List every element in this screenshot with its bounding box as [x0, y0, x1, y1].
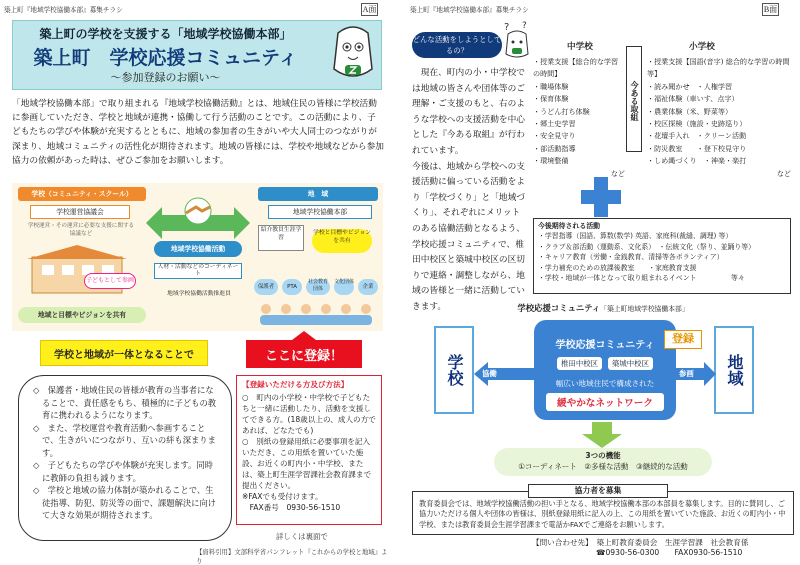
benefit-item: ◇ 学校と地域の協力体制が築かれることで、生徒指導、防犯、防災等の面で、課題解決に向けて大きな効果が期待されます。: [33, 485, 217, 520]
school-box: 学校: [434, 326, 474, 414]
down-arrow-icon: [582, 422, 622, 448]
header-text: 築上町『地域学校協働本部』募集チラシ: [4, 6, 123, 14]
jh-item: など: [610, 168, 625, 178]
touroku-badge: 登録: [664, 330, 702, 349]
now-label: 今ある取組: [626, 46, 642, 152]
el-item: ・福祉体験（車いす、点字）: [647, 94, 739, 104]
benefit-item: ◇ 保護者・地域住民の皆様が教育の当事者になることで、責任感をもち、積極的に子どもの教育に携われるようになります。: [33, 385, 217, 420]
header-text-b: 築上町『地域学校協働本部』募集チラシ: [410, 6, 529, 14]
tag-parents: 保護者: [254, 279, 278, 295]
page-a: [0, 0, 393, 565]
page-face-label-b: B面: [763, 5, 778, 14]
jh-item: ・環境整備: [533, 156, 569, 166]
center-title: 学校応援コミュニティ: [555, 340, 655, 351]
svg-text:?: ?: [504, 22, 510, 33]
jh-item: ・うどん打ち体験: [533, 106, 590, 116]
center-line1: 幅広い地域住民で構成された: [555, 379, 655, 388]
el-item: ・読み聞かせ ・人権学習: [647, 81, 733, 91]
vision-left: 地域と目標やビジョンを共有: [18, 307, 146, 323]
tag-pta: PTA: [282, 279, 302, 295]
partner-label: 子どもとして参画: [84, 273, 136, 289]
district-shiida: 椎田中校区: [557, 357, 602, 370]
school-header: 学校（コミュニティ・スクール）: [18, 187, 146, 201]
tag-company: 企業: [358, 279, 378, 295]
community-people-icon: [256, 301, 378, 327]
el-item: ・花壇手入れ ・クリーン活動: [647, 131, 747, 141]
junior-high-list: [533, 56, 625, 180]
community-title: 学校応援コミュニティ「築上町地域学校協働本部」: [517, 303, 689, 313]
council-box: 学校運営協議会: [30, 205, 130, 219]
activity-description: 現在、町内の小・中学校では地域の皆さんや団体等のご理解・ご支援のもと、右のような学校への支援活動を中心とした『今ある取組』が行われています。 今後は、地域から学校への支援活動に偏っている活動をより「学校づくり」と「地域づくり」、それぞれにメリットのある協働活動となるよう、学校応援コミュニティで、椎田中校区と築城中校区の区切りで連絡・調整しながら、地域の皆様と一緒に活動していきます。: [412, 68, 525, 312]
benefit-item: ◇ 子どもたちの学びや体験が充実します。同時に教師の負担も減ります。: [33, 460, 213, 483]
page-gutter: [393, 0, 406, 560]
vision-right: 学校と目標やビジョンを共有: [312, 229, 372, 253]
region-header: 地 域: [258, 187, 378, 201]
el-item: ・防災教室 ・登下校見守り: [647, 143, 747, 153]
page-face-label: A面: [362, 5, 377, 14]
handshake-icon: [178, 197, 218, 225]
see-back-note: 詳しくは裏面で: [276, 532, 328, 541]
intro-paragraph: 「地域学校協働本部」で取り組まれる『地域学校協働活動』とは、地域住民の皆様に学校活動に参画していただき、学校と地域が連携・協働して行う活動のことです。この活動により、子どもたちの学びや体験が充実するとともに、地域の参加者の生きがいや大人同士のつながりが深まり、地域コミュニティの活性化が期待されます。地域の皆様には、学校や地域などから参加協力の依頼があった時は、ぜひご参加をお願いします。: [12, 99, 384, 166]
community-network-box: [534, 320, 676, 420]
benefit-item: ◇ また、学校運営や教育活動へ参画することで、生きがいにつながり、互いの絆も深まります。: [33, 422, 216, 458]
contact-line2: ☎0930-56-0300 FAX0930-56-1510: [596, 548, 743, 557]
el-item: ・しめ縄づくり ・神楽・楽打: [647, 156, 747, 166]
current-activities: [533, 36, 797, 178]
three-title: 3つの機能: [585, 451, 621, 460]
benefits-bubble: [18, 375, 232, 541]
registration-title: 【登録いただける方及び方法】: [242, 380, 349, 389]
title-banner: [12, 20, 382, 90]
jh-item: ・安全見守り: [533, 131, 576, 141]
page-b: [406, 0, 800, 560]
el-item: ・校区探検（施設・史跡巡り）: [647, 119, 747, 129]
kyodo-label: 協働: [482, 369, 497, 378]
question-badge: どんな活動をしようとしてるの？: [412, 32, 502, 58]
unity-banner: 学校と地域が一体となることで: [40, 340, 208, 366]
cooperation-diagram: [12, 183, 383, 331]
thinking-mascot-icon: [502, 20, 532, 60]
elementary-list: [647, 56, 797, 180]
future-item: ・学校・地域が一体となって取り組まれるイベント 等々: [538, 274, 745, 283]
elementary-title: 小学校: [689, 42, 715, 52]
future-item: ・学習指導（国語、算数(数学) 英語、家庭科(裁縫、調理) 等）: [538, 232, 733, 241]
tag-social: 社会教育団体: [306, 279, 330, 295]
el-item: ・農業体験（米、野菜等）: [647, 106, 733, 116]
community-subtitle: 「築上町地域学校協働本部」: [600, 305, 689, 313]
sankaku-label: 参画: [679, 369, 694, 378]
district-tsuiki: 築城中校区: [608, 357, 653, 370]
contact-info: [532, 538, 800, 558]
future-activities-box: [533, 218, 791, 294]
future-item: ・学力補充のための放課後教室 ・家庭教育支援: [538, 263, 697, 272]
tag-teacher: 紹介教員生涯学習: [258, 225, 304, 251]
coordinator-label: 地域学校協働活動推進員: [167, 291, 231, 297]
recruit-box: 教育委員会では、地域学校協働活動の担い手となる、地域学校協働本部の本部員を募集します。目的に賛同し、ご協力いただける個人や団体の皆様は、別紙登録用紙に記入の上、この用紙を置いていた施設、お近くの町内小・中学校、または教育委員会生涯学習課まで電話かFAXでご連絡をお願いします。: [412, 491, 794, 535]
future-item: ・クラブ＆部活動（運動系、文化系） ・伝統文化（祭り、並踊り等）: [538, 242, 756, 251]
mascot-icon: [328, 25, 378, 87]
jh-item: ・郷土史学習: [533, 119, 576, 129]
jh-item: ・保育体験: [533, 94, 569, 104]
future-title: 今後期待される活動: [538, 222, 601, 230]
subtitle: ～参加登録のお願い～: [110, 71, 221, 84]
plus-icon: [579, 175, 623, 219]
three-items: ①コーディネート ②多様な活動 ③継続的な活動: [518, 462, 688, 471]
register-here-banner: ここに登録！: [246, 340, 362, 368]
jh-item: ・授業支援【総合的な学習の時間】: [533, 57, 619, 79]
title-line1: 築上町の学校を支援する「地域学校協働本部」: [39, 27, 292, 41]
center-line2: 緩やかなネットワーク: [546, 393, 664, 411]
recruit-title: 協力者を募集: [528, 484, 668, 498]
contact-line1: 【問い合わせ先】 築上町教育委員会 生涯学習課 社会教育係: [532, 538, 749, 547]
honbu-box: 地域学校協働本部: [268, 205, 372, 219]
registration-method-box: [236, 375, 382, 525]
svg-text:?: ?: [522, 21, 527, 31]
registration-text: ○ 町内の小学校・中学校で子どもたちと一緒に活動したり、活動を支援してできる方。(18歳以上の、成人の方であれば、どなたでも) ○ 別紙の登録用紙に必要事項を記入いただき、この用紙を置いていた施設、お近くの町内小・中学校、または、築上町生涯学習課社会教育課まで提出ください。 ※FAXでも受付けます。 FAX番号 0930-56-1510: [242, 393, 376, 512]
el-item: ・授業支援【国語(音字) 総合的な学習の時間 等】: [647, 57, 797, 79]
page-title: 築上町 学校応援コミュニティ: [33, 47, 298, 69]
source-note: 【資料引用】文部科学省パンフレット『これからの学校と地域』より: [196, 548, 388, 565]
council-note: 学校運営・その運営に必要な支援に関する協議など: [27, 223, 135, 237]
three-functions: [494, 448, 712, 476]
jh-item: ・職場体験: [533, 81, 569, 91]
junior-high-title: 中学校: [567, 42, 593, 52]
el-item: など: [776, 168, 791, 178]
network-label: 人材・活動などのコーディネート: [154, 263, 242, 279]
activity-label: 地域学校協働活動: [154, 241, 242, 257]
region-box: 地域: [714, 326, 754, 414]
future-item: ・キャリア教育（労働・金銭教育、清掃等各ボランティア）: [538, 253, 724, 262]
jh-item: ・部活動指導: [533, 143, 576, 153]
tag-culture: 文化団体: [334, 279, 354, 295]
